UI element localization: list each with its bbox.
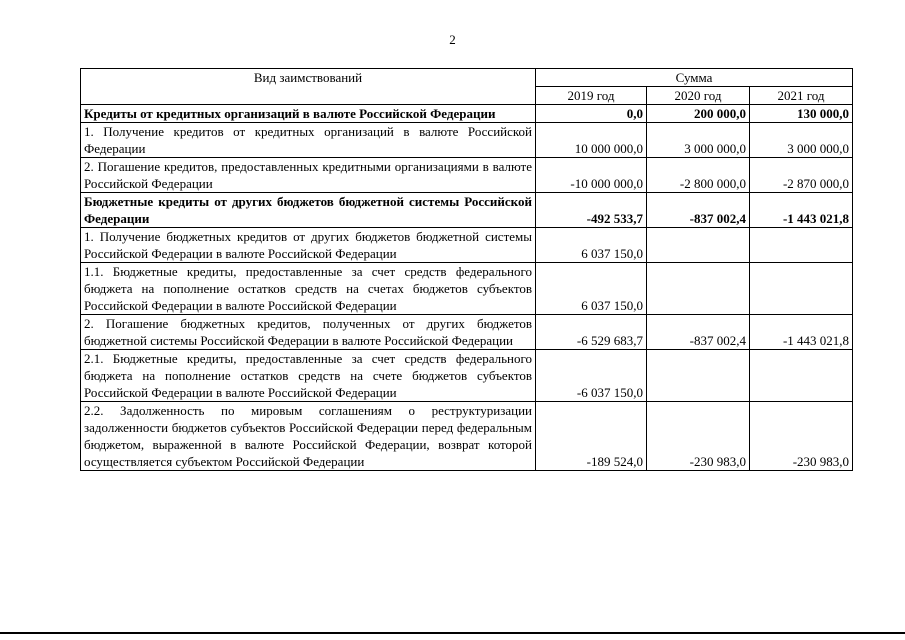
year-2021-header: 2021 год [750,87,853,105]
row-name: 1. Получение кредитов от кредитных организаций в валюте Российской Федерации [81,123,536,158]
page-number: 2 [449,32,456,47]
row-name: 1.1. Бюджетные кредиты, предоставленные за счет средств федерального бюджета на пополнение остатков средств на счетах бюджетов субъектов Российской Федерации в валюте Российской Федерации [81,263,536,315]
borrowings-table [80,68,853,471]
value-2020: -2 800 000,0 [647,158,750,193]
value-2020: -837 002,4 [647,315,750,350]
table-row [81,193,853,228]
type-header: Вид заимствований [81,69,536,105]
row-name: Бюджетные кредиты от других бюджетов бюджетной системы Российской Федерации [81,193,536,228]
value-2021: -230 983,0 [750,402,853,471]
value-2021: 130 000,0 [750,105,853,123]
year-2020-header: 2020 год [647,87,750,105]
row-name: Кредиты от кредитных организаций в валюте Российской Федерации [81,105,536,123]
table-row [81,105,853,123]
row-name: 2.2. Задолженность по мировым соглашениям о реструктуризации задолженности бюджетов субъектов Российской Федерации перед федеральным бюджетом, выраженной в валюте Российской Федерации, возврат которой осуществляется субъектом Российской Федерации [81,402,536,471]
value-2021: 3 000 000,0 [750,123,853,158]
value-2019: -6 037 150,0 [536,350,647,402]
value-2020: 3 000 000,0 [647,123,750,158]
table-row [81,158,853,193]
table-row [81,123,853,158]
value-2021 [750,350,853,402]
value-2020 [647,228,750,263]
value-2019: 6 037 150,0 [536,228,647,263]
table-row [81,402,853,471]
value-2019: -10 000 000,0 [536,158,647,193]
sum-header: Сумма [536,69,853,87]
value-2021: -1 443 021,8 [750,315,853,350]
value-2021: -2 870 000,0 [750,158,853,193]
value-2019: 6 037 150,0 [536,263,647,315]
page-bottom-divider [0,632,905,634]
value-2019: -492 533,7 [536,193,647,228]
value-2019: 0,0 [536,105,647,123]
row-name: 2. Погашение кредитов, предоставленных кредитными организациями в валюте Российской Федерации [81,158,536,193]
value-2020: -230 983,0 [647,402,750,471]
table-row [81,315,853,350]
value-2021 [750,263,853,315]
value-2020: -837 002,4 [647,193,750,228]
value-2020 [647,350,750,402]
value-2019: -189 524,0 [536,402,647,471]
value-2020: 200 000,0 [647,105,750,123]
value-2020 [647,263,750,315]
value-2019: 10 000 000,0 [536,123,647,158]
row-name: 2. Погашение бюджетных кредитов, полученных от других бюджетов бюджетной системы Российской Федерации в валюте Российской Федерации [81,315,536,350]
header-row [81,69,853,87]
value-2021 [750,228,853,263]
table-row [81,228,853,263]
row-name: 1. Получение бюджетных кредитов от других бюджетов бюджетной системы Российской Федерации в валюте Российской Федерации [81,228,536,263]
table-row [81,350,853,402]
value-2019: -6 529 683,7 [536,315,647,350]
row-name: 2.1. Бюджетные кредиты, предоставленные за счет средств федерального бюджета на пополнение остатков средств на счете бюджетов субъектов Российской Федерации в валюте Российской Федерации [81,350,536,402]
table-row [81,263,853,315]
year-2019-header: 2019 год [536,87,647,105]
value-2021: -1 443 021,8 [750,193,853,228]
